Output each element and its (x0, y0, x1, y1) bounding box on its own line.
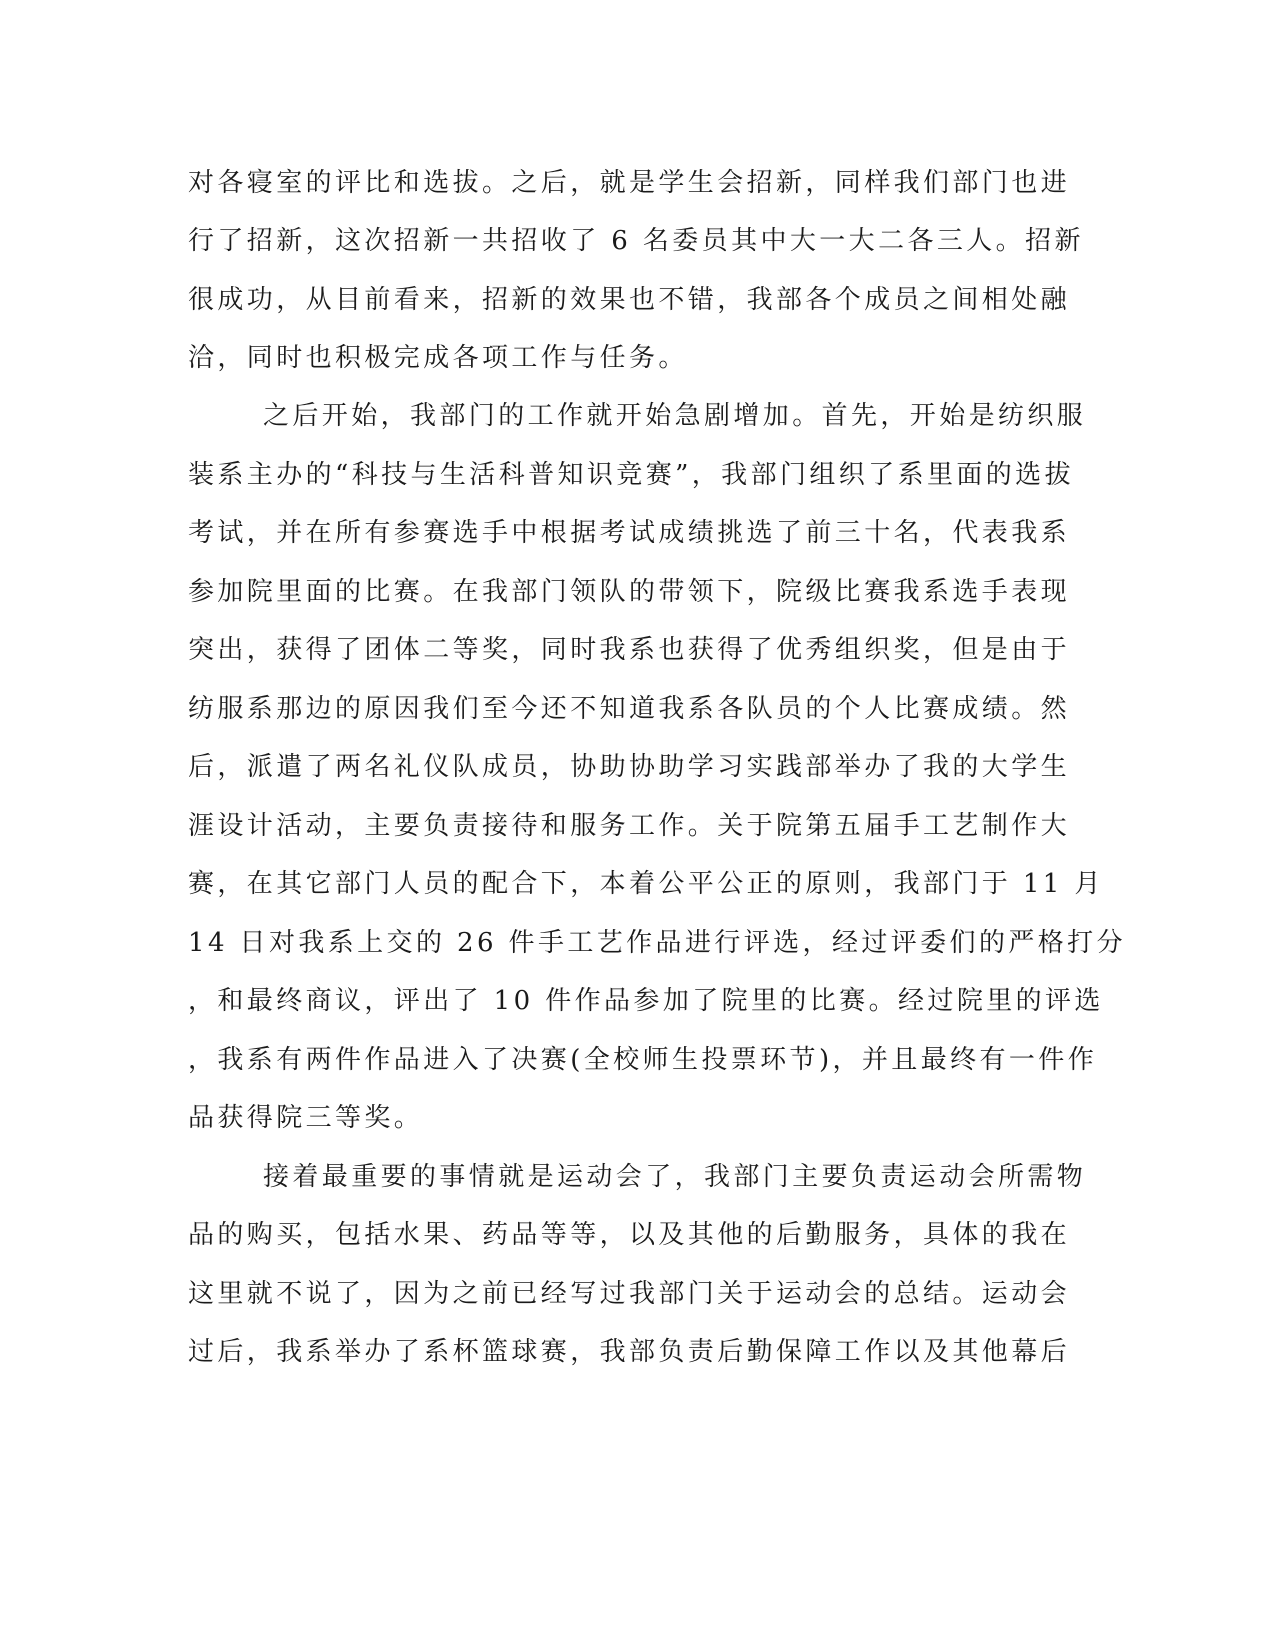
paragraph-first-line: 接着最重要的事情就是运动会了，我部门主要负责运动会所需物 (263, 1162, 1087, 1192)
paragraph-line: 装系主办的“科技与生活科普知识竞赛”，我部门组织了系里面的选拔 (188, 460, 1074, 490)
paragraph-line: 对各寝室的评比和选拔。之后，就是学生会招新，同样我们部门也进 (188, 168, 1071, 198)
paragraph-line: 洽，同时也积极完成各项工作与任务。 (188, 343, 688, 373)
paragraph-line: 这里就不说了，因为之前已经写过我部门关于运动会的总结。运动会 (188, 1279, 1071, 1309)
paragraph-line: 过后，我系举办了系杯篮球赛，我部负责后勤保障工作以及其他幕后 (188, 1337, 1071, 1367)
paragraph-line: ，我系有两件作品进入了决赛(全校师生投票环节)，并且最终有一件作 (188, 1045, 1098, 1075)
paragraph-line: 后，派遣了两名礼仪队成员，协助协助学习实践部举办了我的大学生 (188, 752, 1071, 782)
paragraph-line: 14 日对我系上交的 26 件手工艺作品进行评选，经过评委们的严格打分 (188, 928, 1126, 958)
paragraph-line: 突出，获得了团体二等奖，同时我系也获得了优秀组织奖，但是由于 (188, 635, 1071, 665)
paragraph-line: 涯设计活动，主要负责接待和服务工作。关于院第五届手工艺制作大 (188, 811, 1071, 841)
paragraph-line: 参加院里面的比赛。在我部门领队的带领下，院级比赛我系选手表现 (188, 577, 1071, 607)
paragraph-line: 很成功，从目前看来，招新的效果也不错，我部各个成员之间相处融 (188, 285, 1071, 315)
paragraph-line: 考试，并在所有参赛选手中根据考试成绩挑选了前三十名，代表我系 (188, 518, 1071, 548)
paragraph-line: ，和最终商议，评出了 10 件作品参加了院里的比赛。经过院里的评选 (188, 986, 1104, 1016)
paragraph-first-line: 之后开始，我部门的工作就开始急剧增加。首先，开始是纺织服 (263, 401, 1087, 431)
paragraph-line: 赛，在其它部门人员的配合下，本着公平公正的原则，我部门于 11 月 (188, 869, 1104, 899)
paragraph-line: 纺服系那边的原因我们至今还不知道我系各队员的个人比赛成绩。然 (188, 694, 1071, 724)
paragraph-line: 品的购买，包括水果、药品等等，以及其他的后勤服务，具体的我在 (188, 1220, 1071, 1250)
paragraph-line: 行了招新，这次招新一共招收了 6 名委员其中大一大二各三人。招新 (188, 226, 1084, 256)
paragraph-line: 品获得院三等奖。 (188, 1103, 424, 1133)
